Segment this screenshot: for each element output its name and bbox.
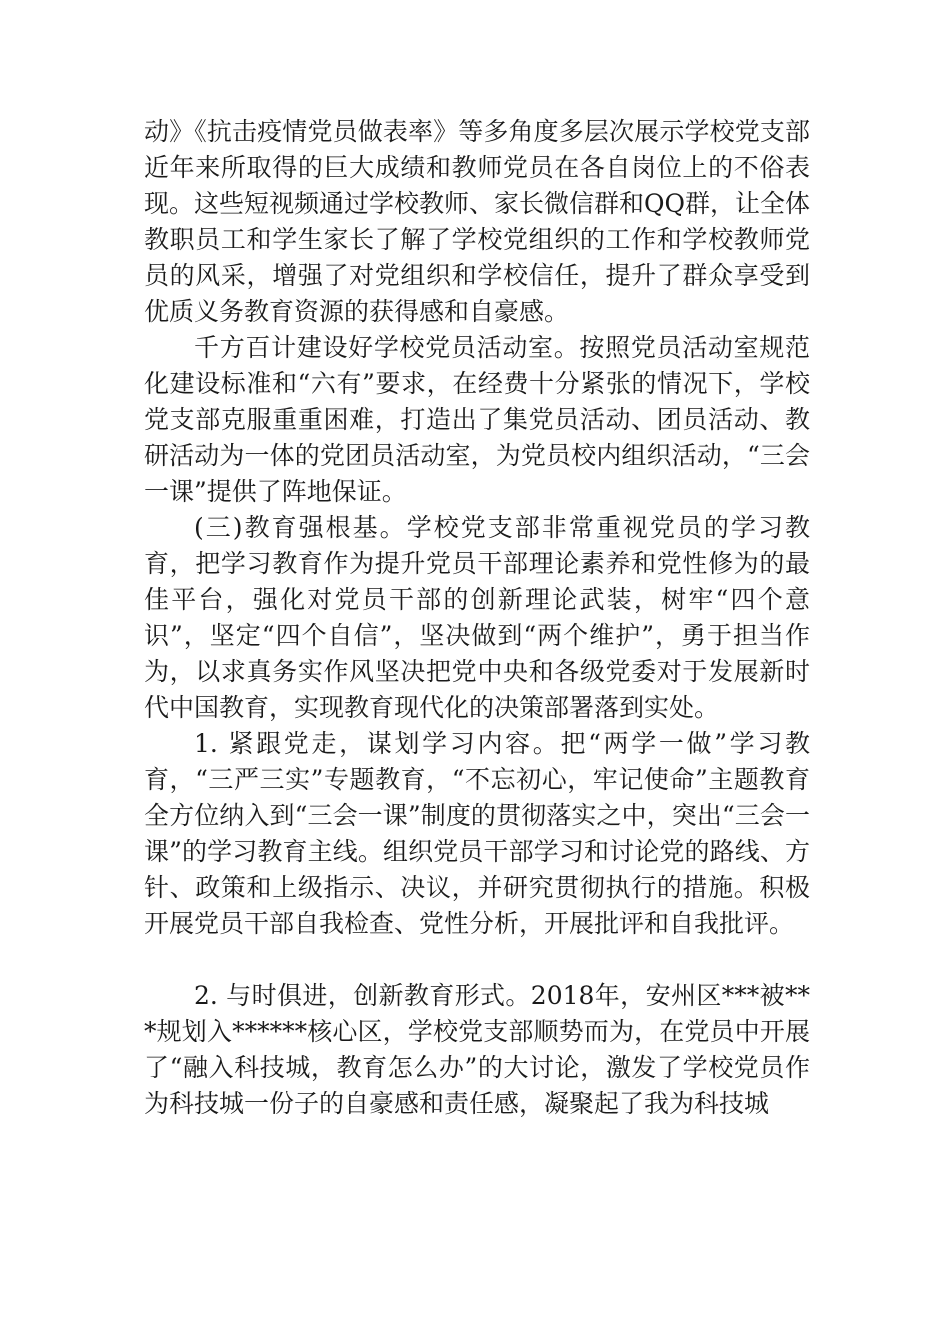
paragraph-video-promotion: 动》《抗击疫情党员做表率》等多角度多层次展示学校党支部近年来所取得的巨大成绩和教师党员在各自岗位上的不俗表现。这些短视频通过学校教师、家长微信群和QQ群，让全体教职员工和学生家长了解了学校党组织的工作和学校教师党员的风采，增强了对党组织和学校信任，提升了群众享受到优质义务教育资源的获得感和自豪感。 xyxy=(144,117,810,326)
paragraph-education-foundation: (三)教育强根基。学校党支部非常重视党员的学习教育，把学习教育作为提升党员干部理论素养和党性修为的最佳平台，强化对党员干部的创新理论武装，树牢“四个意识”，坚定“四个自信”，坚决做到“两个维护”，勇于担当作为，以求真务实作风坚决把党中央和各级党委对于发展新时代中国教育，实现教育现代化的决策部署落到实处。 xyxy=(144,513,810,722)
paragraph-follow-party: 1. 紧跟党走，谋划学习内容。把“两学一做”学习教育，“三严三实”专题教育，“不忘初心，牢记使命”主题教育全方位纳入到“三会一课”制度的贯彻落实之中，突出“三会一课”的学习教育主线。组织党员干部学习和讨论党的路线、方针、政策和上级指示、决议，并研究贯彻执行的措施。积极开展党员干部自我检查、党性分析，开展批评和自我批评。 xyxy=(144,729,810,938)
body-text xyxy=(144,114,810,1122)
paragraph-activity-room: 千方百计建设好学校党员活动室。按照党员活动室规范化建设标准和“六有”要求，在经费十分紧张的情况下，学校党支部克服重重困难，打造出了集党员活动、团员活动、教研活动为一体的党团员活动室，为党员校内组织活动，“三会一课”提供了阵地保证。 xyxy=(144,333,810,506)
paragraph-gap xyxy=(144,942,810,978)
paragraph-innovate-education: 2. 与时俱进，创新教育形式。2018年，安州区***被***规划入******核心区，学校党支部顺势而为，在党员中开展了“融入科技城，教育怎么办”的大讨论，激发了学校党员作为科技城一份子的自豪感和责任感，凝聚起了我为科技城 xyxy=(144,981,810,1118)
